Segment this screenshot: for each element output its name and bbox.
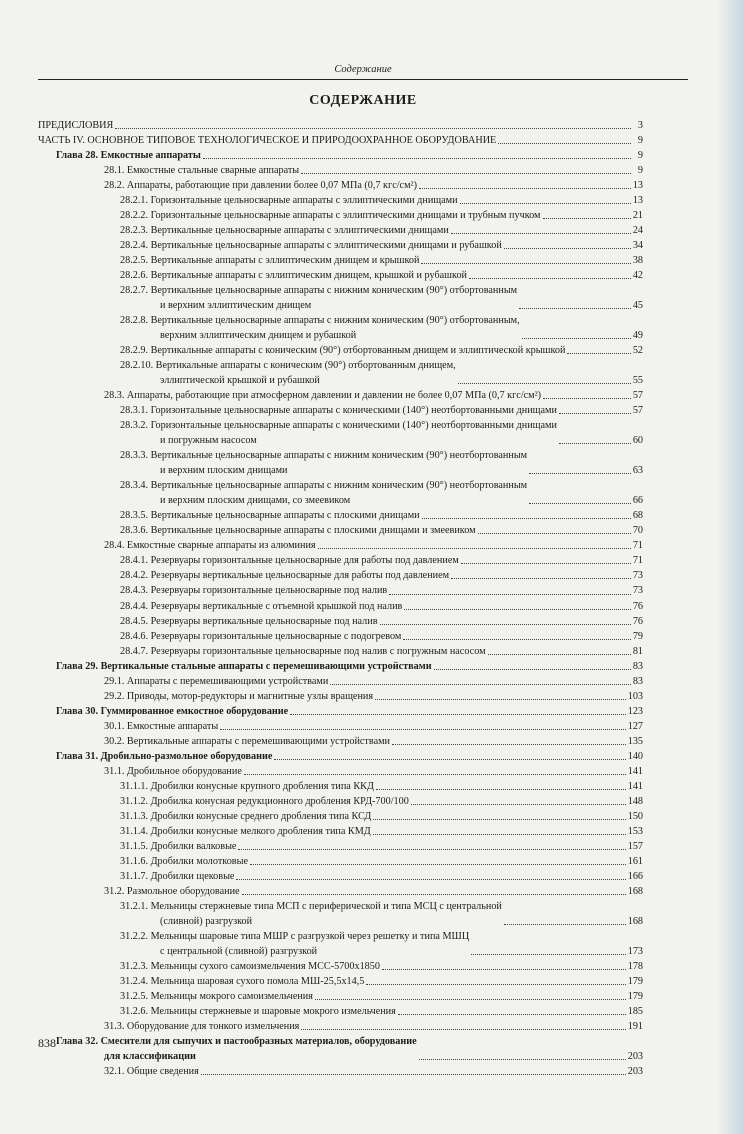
dot-leader [301,1029,625,1030]
dot-leader [382,969,626,970]
toc-page-number: 178 [627,960,643,972]
toc-entry-title-line: 28.2.5. Вертикальные аппараты с эллиптическим днищем и крышкой [120,255,420,267]
toc-page-number: 57 [632,390,643,402]
toc-entry-title [120,403,557,418]
toc-page-number: 179 [627,990,643,1002]
toc-chapter-entry[interactable] [38,1034,643,1064]
toc-entry[interactable] [38,193,643,208]
toc-entry[interactable] [38,824,643,839]
dot-leader [373,834,626,835]
dot-leader [115,128,631,129]
toc-chapter-entry[interactable] [38,148,643,163]
toc-entry-title [120,839,236,854]
toc-page-number: 123 [627,705,643,717]
dot-leader [559,443,631,444]
toc-page-number: 76 [632,615,643,627]
toc-entry-title-line: 28.2.4. Вертикальные цельносварные аппараты с эллиптическими днищами и рубашкой [120,240,502,252]
dot-leader [380,624,631,625]
dot-leader [220,729,626,730]
toc-entry-title [120,283,517,313]
toc-entry-title [104,178,417,193]
toc-title: СОДЕРЖАНИЕ [309,93,417,108]
dot-leader [434,669,631,670]
toc-entry-title [120,253,419,268]
toc-entry[interactable] [38,689,643,704]
dot-leader [318,548,631,549]
toc-entry-title-line: 28.4.4. Резервуары вертикальные с отъемной крышкой под налив [120,600,403,612]
dot-leader [392,744,626,745]
toc-page-number: 173 [627,945,643,957]
dot-leader [419,1059,626,1060]
toc-entry-title [104,163,299,178]
page-edge-shadow [717,0,743,1134]
toc-entry-title-line: 28.4. Емкостные сварные аппараты из алюминия [104,540,316,552]
dot-leader [389,594,631,595]
toc-entry-title-line: 31.1.2. Дробилка конусная редукционного дробления КРД-700/100 [120,795,409,807]
toc-entry[interactable] [38,178,643,193]
dot-leader [469,278,631,279]
toc-entry-title [120,929,469,959]
toc-page-number: 49 [632,330,643,342]
dot-leader [244,774,626,775]
toc-entry-title-continuation: с центральной (сливной) разгрузкой [160,945,318,957]
toc-entry[interactable] [38,929,643,959]
toc-entry-title-line: 32.1. Общие сведения [104,1065,199,1077]
toc-page-number: 168 [627,915,643,927]
toc-page-number: 24 [632,225,643,237]
toc-entry-title-line: 28.4.3. Резервуары горизонтальные цельносварные под налив [120,585,388,597]
toc-entry-title [120,629,401,644]
dot-leader [274,759,625,760]
toc-entry[interactable] [38,809,643,824]
toc-page-number: 13 [632,180,643,192]
dot-leader [419,188,631,189]
dot-leader [330,684,631,685]
toc-page-number: 81 [632,645,643,657]
toc-entry[interactable] [38,568,643,583]
toc-entry[interactable] [38,448,643,478]
toc-page-number: 73 [632,570,643,582]
toc-entry-title [38,118,113,133]
toc-entry-title-line: 31.2.5. Мельницы мокрого самоизмельчения [120,990,313,1002]
toc-entry-title-line: 28.4.6. Резервуары горизонтальные цельносварные с подогревом [120,630,402,642]
dot-leader [398,1014,626,1015]
toc-page-number: 83 [632,660,643,672]
toc-page-number: 179 [627,975,643,987]
toc-entry[interactable] [38,719,643,734]
toc-page-number: 135 [627,735,643,747]
toc-entry[interactable] [38,403,643,418]
dot-leader [451,233,631,234]
dot-leader [242,894,626,895]
toc-page-number: 71 [632,540,643,552]
dot-leader [375,699,626,700]
dot-leader [543,398,631,399]
toc-entry-title [104,388,541,403]
toc-entry-title [120,899,502,929]
dot-leader [522,338,631,339]
toc-entry[interactable] [38,478,643,508]
dot-leader [529,503,631,504]
toc-entry-title [120,193,458,208]
toc-entry-title-line: Глава 28. Емкостные аппараты [56,150,201,162]
toc-page-number: 38 [632,255,643,267]
toc-entry-title-continuation: для классификации [104,1050,196,1062]
toc-page-number: 127 [627,720,643,732]
toc-entry-title-continuation: и погружным насосом [160,435,257,447]
toc-page-number: 166 [627,870,643,882]
dot-leader [488,654,631,655]
toc-entry[interactable] [38,674,643,689]
toc-page-number: 76 [632,600,643,612]
dot-leader [478,533,631,534]
toc-entry-title [120,238,502,253]
running-head: Содержание [334,64,392,75]
toc-entry-title-continuation: эллиптической крышкой и рубашкой [160,375,320,387]
toc-entry[interactable] [38,418,643,448]
toc-entry-title-line: Глава 31. Дробильно-размольное оборудование [56,750,273,762]
toc-entry[interactable] [38,1064,643,1079]
dot-leader [376,789,626,790]
table-of-contents [38,118,643,1079]
toc-entry-title-line: ЧАСТЬ IV. ОСНОВНОЕ ТИПОВОЕ ТЕХНОЛОГИЧЕСКОЕ И ПРИРОДООХРАННОЕ ОБОРУДОВАНИЕ [38,135,497,147]
toc-entry[interactable] [38,974,643,989]
toc-entry-title [38,133,496,148]
toc-entry-title [120,583,387,598]
toc-entry-title [120,508,420,523]
toc-entry-title-line: 28.2.7. Вертикальные цельносварные аппараты с нижним коническим (90°) отбортованным [120,285,518,297]
toc-entry-title-line: 28.4.2. Резервуары вертикальные цельносварные для работы под давлением [120,570,450,582]
toc-page-number: 45 [632,300,643,312]
toc-page-number: 150 [627,810,643,822]
toc-entry-title-line: Глава 29. Вертикальные стальные аппараты с перемешивающими устройствами [56,660,432,672]
toc-entry-title-line: 28.4.7. Резервуары горизонтальные цельносварные под налив с погружным насосом [120,645,486,657]
toc-entry-title-line: 31.1.1. Дробилки конусные крупного дробления типа ККД [120,780,374,792]
toc-entry-title-line: 31.2.2. Мельницы шаровые типа МШР с разгрузкой через решетку и типа МШЦ [120,930,470,942]
toc-entry-title-line: 28.3.5. Вертикальные цельносварные аппараты с плоскими днищами [120,510,420,522]
dot-leader [498,143,631,144]
dot-leader [201,1074,626,1075]
toc-page-number: 203 [627,1050,643,1062]
toc-entry-title-continuation: (сливной) разгрузкой [160,915,253,927]
toc-entry-title-line: 31.1.5. Дробилки валковые [120,840,237,852]
toc-entry[interactable] [38,523,643,538]
dot-leader [504,248,631,249]
toc-entry-title-line: 28.3.6. Вертикальные цельносварные аппараты с плоскими днищами и змеевиком [120,525,476,537]
toc-entry-title [104,1019,299,1034]
toc-entry[interactable] [38,358,643,388]
toc-page-number: 203 [627,1065,643,1077]
dot-leader [373,819,625,820]
toc-entry-title-line: 28.2.9. Вертикальные аппараты с коническим (90°) отбортованным днищем и эллиптической крышкой [120,345,566,357]
toc-page-number: 191 [627,1020,643,1032]
toc-entry[interactable] [38,989,643,1004]
header-rule [38,79,688,80]
toc-page-number: 63 [632,465,643,477]
toc-entry-title [120,523,476,538]
dot-leader [236,879,625,880]
toc-page-number: 103 [627,690,643,702]
toc-page-number: 55 [632,375,643,387]
toc-entry-title-continuation: верхним эллиптическим днищем и рубашкой [160,330,357,342]
toc-page-number: 83 [632,675,643,687]
toc-entry-title-line: 31.2.3. Мельницы сухого самоизмельчения МСС-5700х1850 [120,960,380,972]
toc-entry-title-continuation: и верхним плоским днищами [160,465,288,477]
dot-leader [290,714,626,715]
toc-entry-title-line: 28.4.5. Резервуары вертикальные цельносварные под налив [120,615,378,627]
toc-entry-title [104,734,390,749]
toc-entry-title-line: 28.2.1. Горизонтальные цельносварные аппараты с эллиптическими днищами [120,195,458,207]
toc-entry[interactable] [38,779,643,794]
toc-entry[interactable] [38,839,643,854]
toc-entry[interactable] [38,313,643,343]
toc-entry-title-line: 28.2.6. Вертикальные аппараты с эллиптическим днищем, крышкой и рубашкой [120,270,467,282]
toc-page-number: 57 [632,405,643,417]
toc-page-number: 66 [632,495,643,507]
toc-entry-title-line: 31.2. Размольное оборудование [104,885,240,897]
toc-entry-title [120,313,520,343]
toc-entry-title [120,824,371,839]
toc-page-number: 148 [627,795,643,807]
toc-entry-title [120,478,527,508]
toc-entry[interactable] [38,1019,643,1034]
toc-page-number: 70 [632,525,643,537]
toc-entry-title-line: 28.3. Аппараты, работающие при атмосферном давлении и давлении не более 0,07 МПа (0,7 кгс/см²) [104,390,542,402]
toc-entry-title-line: 31.1.3. Дробилки конусные среднего дробления типа КСД [120,810,372,822]
toc-entry-title [120,1004,396,1019]
page-number: 838 [38,1036,56,1050]
toc-entry[interactable] [38,553,643,568]
toc-entry-title-line: Глава 30. Гуммированное емкостное оборудование [56,705,289,717]
toc-page-number: 21 [632,210,643,222]
toc-entry-title [120,794,409,809]
toc-entry[interactable] [38,343,643,358]
toc-chapter-entry[interactable] [38,704,643,719]
toc-entry-title [104,538,316,553]
toc-entry-title-line: 29.2. Приводы, мотор-редукторы и магнитные узлы вращения [104,690,374,702]
toc-entry-title-line: 31.1.7. Дробилки щековые [120,870,235,882]
toc-entry-title [120,568,449,583]
toc-entry-title [120,418,557,448]
toc-entry-title [120,869,234,884]
toc-entry-title-line: 28.3.2. Горизонтальные цельносварные аппараты с коническими (140°) неотбортованными днищами [120,420,557,432]
toc-entry[interactable] [38,884,643,899]
toc-entry[interactable] [38,614,643,629]
toc-entry-title-line: 31.1.6. Дробилки молотковые [120,855,248,867]
toc-entry-title-continuation: и верхним плоским днищами, со змеевиком [160,495,351,507]
toc-entry-title-line: 28.2.2. Горизонтальные цельносварные аппараты с эллиптическими днищами и трубным пучком [120,210,541,222]
toc-page-number: 153 [627,825,643,837]
toc-page-number: 73 [632,585,643,597]
toc-entry-title [120,779,374,794]
dot-leader [366,984,625,985]
toc-entry-title [104,719,218,734]
toc-entry-title [120,974,364,989]
dot-leader [203,158,631,159]
toc-page-number: 71 [632,555,643,567]
toc-entry-title [120,223,449,238]
toc-entry[interactable] [38,118,643,133]
toc-entry[interactable] [38,854,643,869]
toc-entry-title-line: 28.2.8. Вертикальные цельносварные аппараты с нижним коническим (90°) отбортованным, [120,315,520,327]
dot-leader [301,173,631,174]
toc-entry-title [120,599,402,614]
dot-leader [411,804,626,805]
toc-page-number: 157 [627,840,643,852]
toc-entry-title-line: 30.1. Емкостные аппараты [104,720,219,732]
toc-entry-title [120,553,459,568]
toc-entry[interactable] [38,734,643,749]
toc-page-number: 140 [627,750,643,762]
dot-leader [451,578,631,579]
toc-entry[interactable] [38,764,643,779]
toc-entry-title-line: 28.1. Емкостные стальные сварные аппараты [104,165,300,177]
toc-entry-title-line: 28.4.1. Резервуары горизонтальные цельносварные для работы под давлением [120,555,459,567]
toc-entry[interactable] [38,268,643,283]
dot-leader [238,849,625,850]
toc-entry[interactable] [38,283,643,313]
dot-leader [519,308,631,309]
toc-entry-title-line: ПРЕДИСЛОВИЯ [38,120,114,131]
toc-page-number: 141 [627,765,643,777]
toc-page-number: 3 [637,120,643,131]
dot-leader [250,864,626,865]
toc-entry-title [120,644,486,659]
toc-entry-title [104,689,373,704]
dot-leader [504,924,626,925]
toc-entry-title [120,358,456,388]
toc-entry-title [56,704,288,719]
toc-entry[interactable] [38,223,643,238]
toc-entry[interactable] [38,899,643,929]
toc-page-number: 52 [632,345,643,357]
toc-entry-title-line: 31.3. Оборудование для тонкого измельчения [104,1020,300,1032]
toc-entry-title [56,659,432,674]
toc-page-number: 9 [637,165,643,177]
dot-leader [559,413,631,414]
toc-entry-title-line: 28.3.4. Вертикальные цельносварные аппараты с нижним коническим (90°) неотбортованным [120,480,528,492]
toc-page-number: 68 [632,510,643,522]
dot-leader [529,473,631,474]
toc-entry[interactable] [38,869,643,884]
toc-entry-title-continuation: и верхним эллиптическим днищем [160,300,312,312]
toc-entry[interactable] [38,163,643,178]
toc-page-number: 34 [632,240,643,252]
toc-entry-title-line: 31.1.4. Дробилки конусные мелкого дробления типа КМД [120,825,371,837]
toc-entry-title [104,674,328,689]
toc-entry-title [56,148,201,163]
toc-entry[interactable] [38,133,643,148]
toc-page-number: 185 [627,1005,643,1017]
dot-leader [315,999,626,1000]
toc-entry[interactable] [38,388,643,403]
toc-entry-title-line: 29.1. Аппараты с перемешивающими устройствами [104,675,329,687]
toc-page-number: 13 [632,195,643,207]
toc-entry-title [104,764,242,779]
dot-leader [403,639,630,640]
toc-entry-title-line: 31.1. Дробильное оборудование [104,765,242,777]
toc-page-number: 42 [632,270,643,282]
toc-entry-title [104,1064,199,1079]
toc-entry-title-line: 30.2. Вертикальные аппараты с перемешивающими устройствами [104,735,390,747]
toc-entry[interactable] [38,208,643,223]
toc-entry-title [120,448,527,478]
toc-page-number: 60 [632,435,643,447]
toc-entry[interactable] [38,599,643,614]
toc-entry-title-line: 28.3.3. Вертикальные цельносварные аппараты с нижним коническим (90°) неотбортованным [120,450,528,462]
toc-entry-title-line: 31.2.6. Мельницы стержневые и шаровые мокрого измельчения [120,1005,396,1017]
toc-chapter-entry[interactable] [38,749,643,764]
dot-leader [421,263,630,264]
toc-entry-title-line: 28.3.1. Горизонтальные цельносварные аппараты с коническими (140°) неотбортованными днищами [120,405,557,417]
toc-entry-title [120,268,467,283]
toc-entry[interactable] [38,508,643,523]
toc-entry[interactable] [38,629,643,644]
toc-page-number: 168 [627,885,643,897]
toc-entry-title [120,614,378,629]
dot-leader [422,518,631,519]
toc-chapter-entry[interactable] [38,659,643,674]
toc-entry[interactable] [38,644,643,659]
dot-leader [543,218,631,219]
toc-entry-title [120,809,371,824]
toc-entry-title [120,343,565,358]
dot-leader [404,609,630,610]
toc-entry-title-line: 28.2. Аппараты, работающие при давлении более 0,07 МПа (0,7 кгс/см²) [104,180,417,192]
toc-page-number: 141 [627,780,643,792]
toc-entry[interactable] [38,238,643,253]
toc-entry-title [120,208,541,223]
dot-leader [471,954,626,955]
toc-entry[interactable] [38,583,643,598]
toc-entry[interactable] [38,1004,643,1019]
toc-entry-title [104,884,240,899]
toc-entry-title [120,989,313,1004]
toc-entry[interactable] [38,794,643,809]
toc-entry[interactable] [38,538,643,553]
toc-entry-title-line: 28.2.10. Вертикальные аппараты с коническим (90°) отбортованным днищем, [120,360,456,372]
dot-leader [567,353,630,354]
toc-page-number: 161 [627,855,643,867]
dot-leader [458,383,631,384]
toc-entry-title [56,1034,417,1064]
toc-entry-title [120,959,380,974]
toc-page-number: 9 [637,150,643,162]
toc-entry[interactable] [38,253,643,268]
dot-leader [461,563,631,564]
toc-entry-title-line: 28.2.3. Вертикальные цельносварные аппараты с эллиптическими днищами [120,225,449,237]
toc-entry-title-line: Глава 32. Смесители для сыпучих и пастообразных материалов, оборудование [56,1035,417,1047]
dot-leader [460,203,631,204]
toc-entry-title [56,749,272,764]
toc-entry-title [120,854,248,869]
toc-page-number: 9 [637,135,643,147]
toc-page-number: 79 [632,630,643,642]
toc-entry[interactable] [38,959,643,974]
toc-entry-title-line: 31.2.4. Мельница шаровая сухого помола МШ-25,5х14,5 [120,975,365,987]
toc-entry-title-line: 31.2.1. Мельницы стержневые типа МСП с периферической и типа МСЦ с центральной [120,900,502,912]
